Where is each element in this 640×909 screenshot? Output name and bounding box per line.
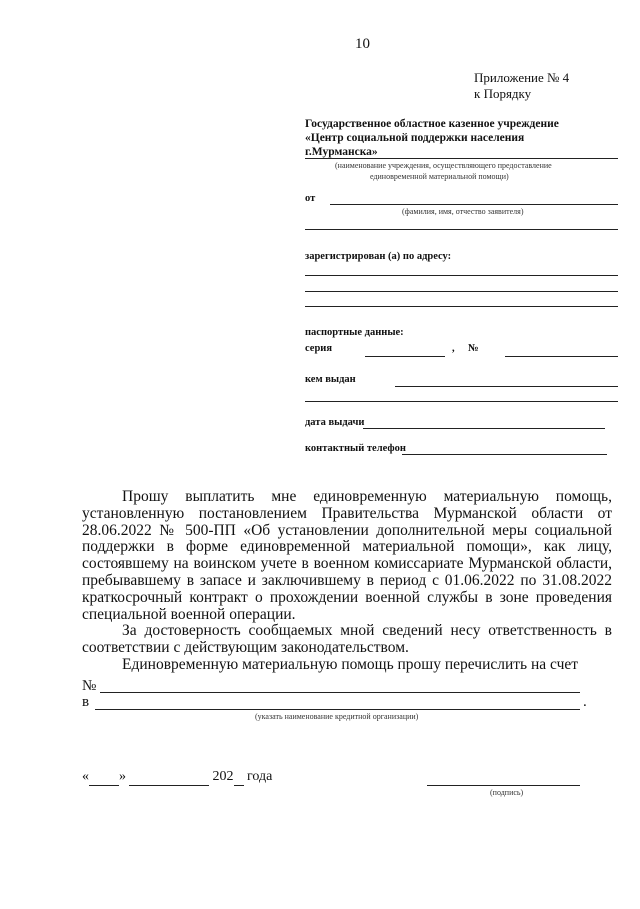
bank-line-end-dot: . — [583, 694, 587, 710]
org-line-2: «Центр социальной поддержки населения — [305, 132, 525, 144]
phone-label: контактный телефон — [305, 443, 406, 454]
issued-by-field-line-2[interactable] — [305, 401, 618, 402]
responsibility-paragraph: За достоверность сообщаемых мной сведений несу ответственность в соответствии с действующим законодательством. — [82, 622, 612, 657]
passport-label: паспортные данные: — [305, 327, 404, 338]
account-number-prefix: № — [82, 678, 97, 694]
org-caption-1: (наименование учреждения, осуществляющего предоставление — [335, 161, 552, 170]
year-suffix: года — [247, 769, 273, 784]
year-text: 202 — [212, 769, 234, 784]
series-field[interactable] — [365, 356, 445, 357]
appendix-line-1: Приложение № 4 — [474, 70, 570, 85]
issue-date-field[interactable] — [363, 428, 605, 429]
signature-field[interactable] — [427, 785, 580, 786]
date-quote-open: « — [82, 769, 89, 784]
series-comma: , — [452, 343, 455, 354]
issued-by-label: кем выдан — [305, 374, 356, 385]
day-field[interactable] — [89, 769, 119, 786]
org-line-1: Государственное областное казенное учреждение — [305, 118, 559, 130]
registered-address-label: зарегистрирован (а) по адресу: — [305, 251, 452, 262]
month-field[interactable] — [129, 769, 209, 786]
org-caption-2: единовременной материальной помощи) — [370, 172, 509, 181]
appendix-line-2: к Порядку — [474, 86, 532, 101]
address-field-line-3[interactable] — [305, 306, 618, 307]
bank-name-field[interactable] — [95, 709, 580, 710]
issue-date-label: дата выдачи — [305, 417, 365, 428]
application-body — [82, 489, 612, 674]
year-digit-field[interactable] — [234, 769, 244, 786]
passport-number-field[interactable] — [505, 356, 618, 357]
bank-caption: (указать наименование кредитной организации) — [255, 712, 419, 721]
date-quote-close: » — [119, 769, 126, 784]
bank-prefix: в — [82, 694, 90, 710]
account-number-field[interactable] — [100, 692, 580, 693]
org-underline — [305, 158, 618, 159]
page-number: 10 — [355, 36, 370, 52]
phone-field[interactable] — [402, 454, 607, 455]
from-label: от — [305, 193, 316, 204]
from-field[interactable] — [330, 204, 618, 205]
payment-account-paragraph: Единовременную материальную помощь прошу перечислить на счет — [122, 655, 579, 673]
appendix-reference — [474, 70, 569, 102]
series-label: серия — [305, 343, 333, 354]
from-field-line-2[interactable] — [305, 229, 618, 230]
org-line-3: г.Мурманска» — [305, 146, 378, 158]
from-caption: (фамилия, имя, отчество заявителя) — [402, 207, 524, 216]
date-line — [82, 769, 272, 786]
address-field-line-1[interactable] — [305, 275, 618, 276]
organization-name — [305, 117, 559, 159]
request-paragraph: Прошу выплатить мне единовременную материальную помощь, установленную постановлением Правительства Мурманской области от 28.06.2022 № 500-ПП «Об установлении дополнительной меры социальной поддержки в форме единовременной материальной помощи», как лицу, состоявшему на воинском учете в военном комиссариате Мурманской области, пребывавшему в запасе и заключившему в период с 01.06.2022 по 31.08.2022 краткосрочный контракт о прохождении военной службы в зоне проведения специальной военной операции. — [82, 488, 612, 623]
number-label: № — [468, 343, 479, 354]
signature-caption: (подпись) — [490, 788, 524, 797]
issued-by-field[interactable] — [395, 386, 618, 387]
address-field-line-2[interactable] — [305, 291, 618, 292]
